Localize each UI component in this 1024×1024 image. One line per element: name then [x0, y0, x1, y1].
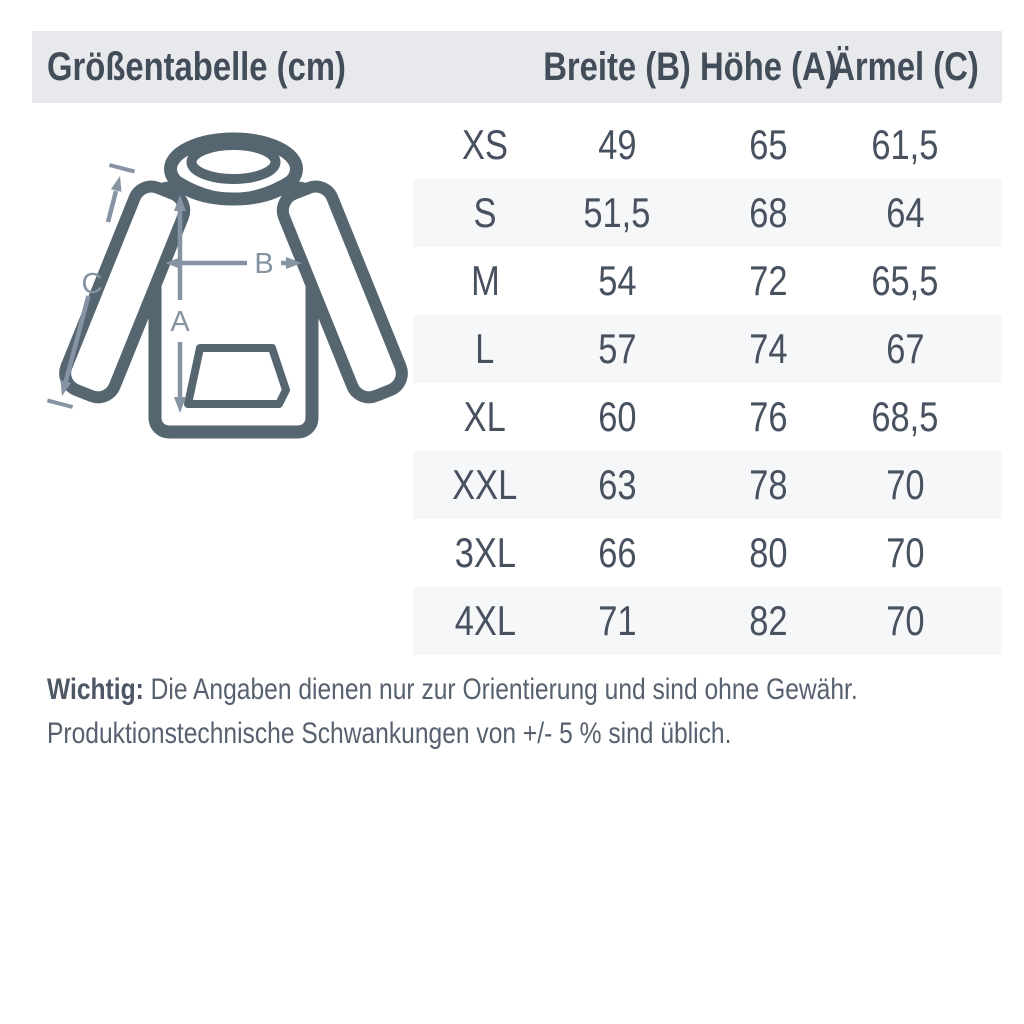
cell-hoehe: 80	[748, 529, 788, 576]
cell-breite: 63	[597, 461, 637, 508]
cell-breite: 71	[597, 597, 637, 644]
cell-size: L	[475, 325, 495, 372]
cell-breite: 51,5	[583, 189, 651, 236]
cell-hoehe: 78	[748, 461, 788, 508]
table-row	[413, 111, 1002, 179]
cell-hoehe: 74	[748, 325, 788, 372]
cell-size: S	[473, 189, 497, 236]
cell-hoehe: 76	[748, 393, 788, 440]
table-row	[413, 451, 1002, 519]
cell-aermel: 70	[885, 461, 925, 508]
label-c: C	[81, 268, 103, 300]
cell-aermel: 61,5	[871, 121, 939, 168]
cell-hoehe: 68	[748, 189, 788, 236]
cell-breite: 49	[597, 121, 637, 168]
hoodie-hood-inner	[192, 145, 276, 179]
tick-bottom	[47, 400, 72, 407]
cell-size: M	[470, 257, 500, 304]
cell-aermel: 68,5	[871, 393, 939, 440]
cell-size: XL	[463, 393, 507, 440]
cell-size: XXL	[452, 461, 518, 508]
table-row	[413, 315, 1002, 383]
label-a: A	[170, 306, 190, 338]
label-b: B	[254, 248, 274, 280]
cell-aermel: 67	[885, 325, 925, 372]
column-header-aermel: Ärmel (C)	[831, 44, 979, 89]
table-header-bar	[32, 31, 1002, 103]
hoodie-diagram	[40, 130, 430, 450]
cell-aermel: 64	[885, 189, 925, 236]
cell-aermel: 65,5	[871, 257, 939, 304]
cell-hoehe: 65	[748, 121, 788, 168]
cell-breite: 54	[597, 257, 637, 304]
page-title: Größentabelle (cm)	[47, 44, 346, 89]
table-row	[413, 179, 1002, 247]
table-row	[413, 587, 1002, 655]
disclaimer-line-2: Produktionstechnische Schwankungen von +/- 5 % sind üblich.	[47, 717, 732, 750]
disclaimer-line-1: Wichtig: Die Angaben dienen nur zur Orientierung und sind ohne Gewähr.	[47, 673, 858, 706]
cell-size: 3XL	[454, 529, 516, 576]
disclaimer-prefix: Wichtig:	[47, 673, 144, 706]
table-row	[413, 519, 1002, 587]
column-header-hoehe: Höhe (A)	[699, 44, 837, 89]
cell-breite: 66	[597, 529, 637, 576]
table-row	[413, 383, 1002, 451]
column-headers	[413, 31, 1002, 103]
hoodie-pocket	[188, 348, 286, 404]
tick-top	[109, 165, 134, 172]
cell-aermel: 70	[885, 529, 925, 576]
column-header-breite: Breite (B)	[543, 44, 691, 89]
size-table	[413, 111, 1002, 655]
cell-breite: 60	[597, 393, 637, 440]
table-row	[413, 247, 1002, 315]
cell-size: XS	[462, 121, 508, 168]
cell-aermel: 70	[885, 597, 925, 644]
cell-size: 4XL	[454, 597, 516, 644]
cell-hoehe: 72	[748, 257, 788, 304]
cell-hoehe: 82	[748, 597, 788, 644]
cell-breite: 57	[597, 325, 637, 372]
disclaimer	[47, 668, 987, 756]
